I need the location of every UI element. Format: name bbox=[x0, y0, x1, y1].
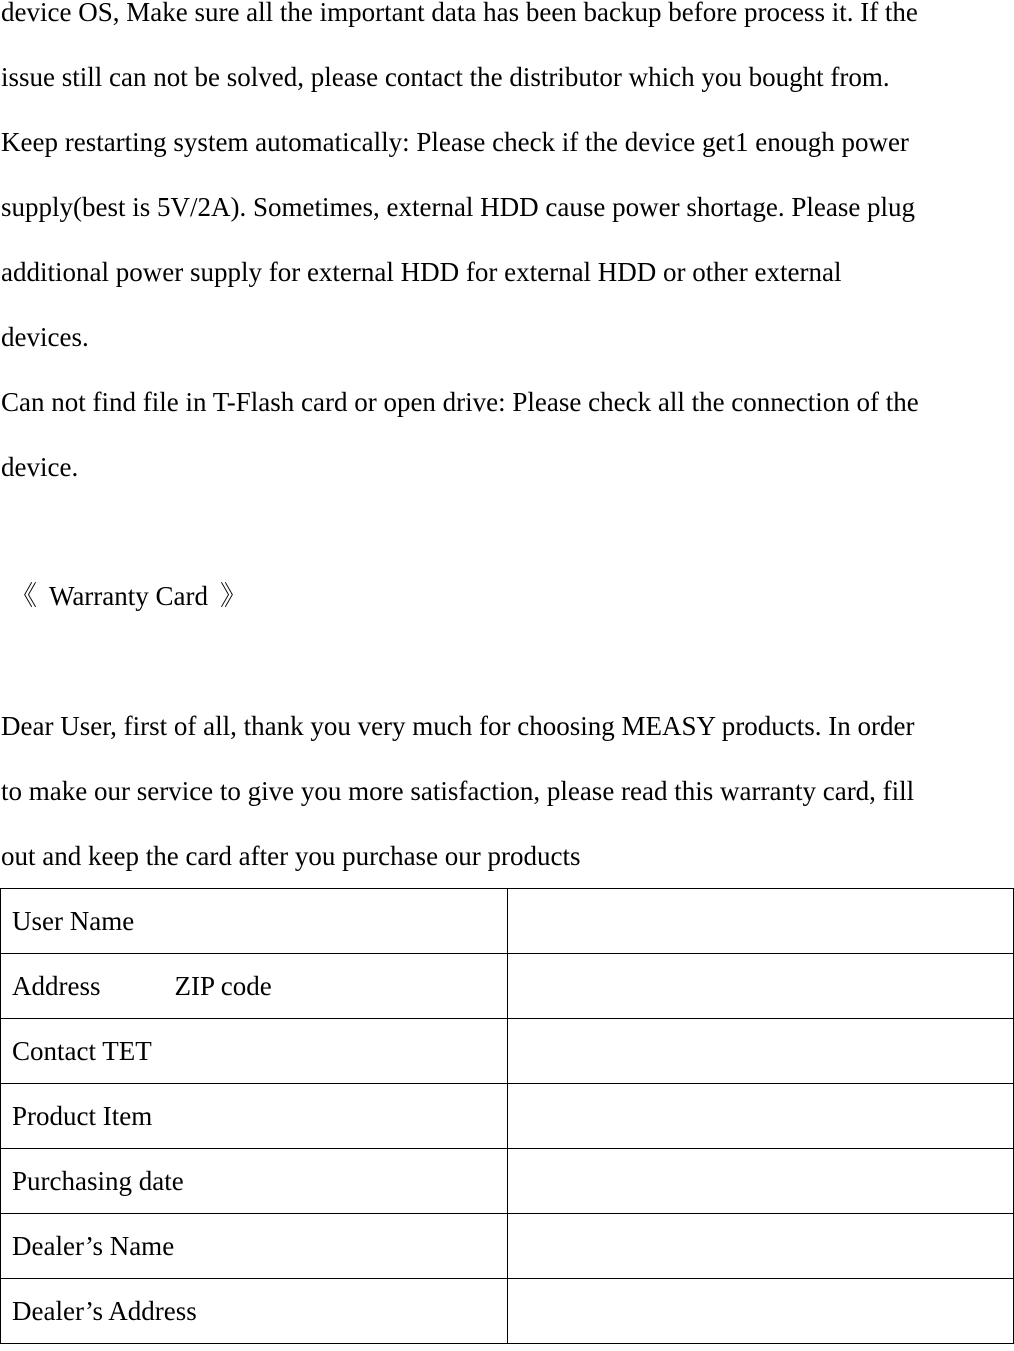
paragraph-line: device OS, Make sure all the important data has been backup before process it. If the bbox=[1, 0, 918, 27]
message-line: out and keep the card after you purchase our products bbox=[1, 841, 581, 871]
paragraph-line: Keep restarting system automatically: Please check if the device get1 enough power bbox=[1, 127, 909, 157]
dealer-address-label: Dealer’s Address bbox=[1, 1279, 508, 1344]
address-field[interactable] bbox=[508, 954, 1014, 1019]
message-line: to make our service to give you more satisfaction, please read this warranty card, fill bbox=[1, 776, 915, 806]
zip-code-label: ZIP code bbox=[174, 971, 272, 1001]
paragraph-line: issue still can not be solved, please contact the distributor which you bought from. bbox=[1, 62, 890, 92]
paragraph-line: supply(best is 5V/2A). Sometimes, external HDD cause power shortage. Please plug bbox=[1, 192, 916, 222]
message-line: Dear User, first of all, thank you very much for choosing MEASY products. In order bbox=[1, 711, 915, 741]
address-label-cell bbox=[1, 954, 508, 1019]
table-row bbox=[1, 1214, 1014, 1279]
paragraph-line: additional power supply for external HDD for external HDD or other external bbox=[1, 257, 842, 287]
warranty-form-table bbox=[0, 888, 1014, 1344]
contact-label: Contact TET bbox=[1, 1019, 508, 1084]
table-row bbox=[1, 1149, 1014, 1214]
table-row bbox=[1, 889, 1014, 954]
product-item-label: Product Item bbox=[1, 1084, 508, 1149]
purchasing-date-field[interactable] bbox=[508, 1149, 1014, 1214]
open-bracket: 《 bbox=[10, 581, 37, 611]
warranty-card-title: Warranty Card bbox=[49, 581, 209, 611]
dealer-name-label: Dealer’s Name bbox=[1, 1214, 508, 1279]
table-row bbox=[1, 954, 1014, 1019]
address-label: Address bbox=[12, 971, 101, 1001]
paragraph-line: devices. bbox=[1, 322, 89, 352]
table-row bbox=[1, 1279, 1014, 1344]
product-item-field[interactable] bbox=[508, 1084, 1014, 1149]
table-row bbox=[1, 1084, 1014, 1149]
purchasing-date-label: Purchasing date bbox=[1, 1149, 508, 1214]
user-name-label: User Name bbox=[1, 889, 508, 954]
contact-field[interactable] bbox=[508, 1019, 1014, 1084]
paragraph-line: Can not find file in T-Flash card or open drive: Please check all the connection of the bbox=[1, 387, 919, 417]
paragraph-line: device. bbox=[1, 452, 79, 482]
dealer-address-field[interactable] bbox=[508, 1279, 1014, 1344]
dealer-name-field[interactable] bbox=[508, 1214, 1014, 1279]
user-name-field[interactable] bbox=[508, 889, 1014, 954]
table-row bbox=[1, 1019, 1014, 1084]
warranty-card-heading bbox=[10, 581, 247, 611]
close-bracket: 》 bbox=[220, 581, 248, 611]
